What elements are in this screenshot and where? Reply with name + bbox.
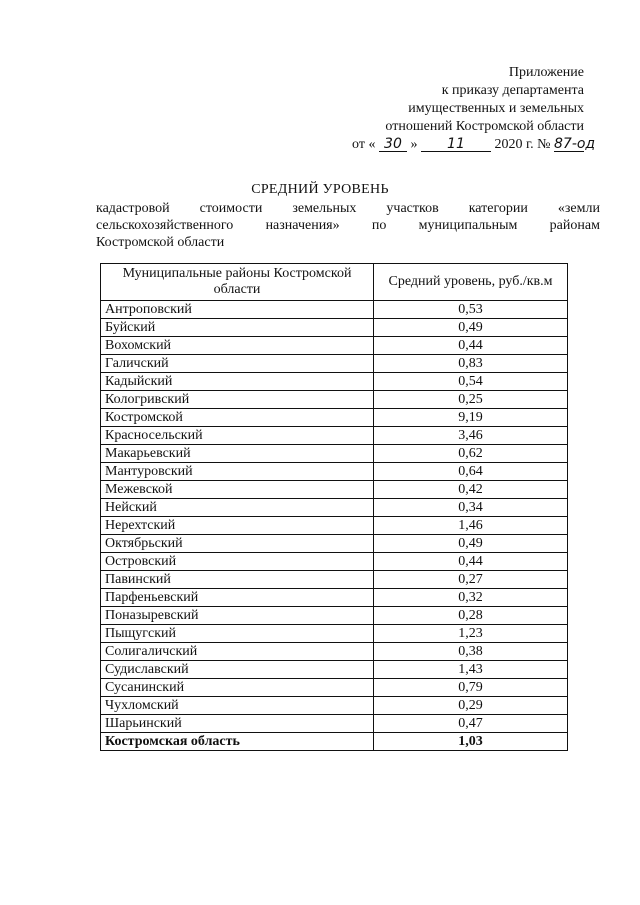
subtitle-word: сельскохозяйственного bbox=[96, 218, 234, 233]
subtitle-line-3: Костромской области bbox=[96, 235, 225, 250]
table-row bbox=[101, 571, 568, 589]
table-row bbox=[101, 625, 568, 643]
subtitle-word: по bbox=[371, 218, 387, 233]
value-cell: 0,47 bbox=[374, 715, 568, 733]
district-cell: Галичский bbox=[101, 355, 374, 373]
date-mid: » bbox=[410, 137, 418, 152]
district-cell: Кологривский bbox=[101, 391, 374, 409]
value-cell: 1,46 bbox=[374, 517, 568, 535]
value-cell: 0,54 bbox=[374, 373, 568, 391]
table-row bbox=[101, 373, 568, 391]
table-row bbox=[101, 535, 568, 553]
value-cell: 0,53 bbox=[374, 301, 568, 319]
value-cell: 0,49 bbox=[374, 319, 568, 337]
district-cell: Островский bbox=[101, 553, 374, 571]
value-cell: 0,64 bbox=[374, 463, 568, 481]
subtitle-word: земельных bbox=[292, 201, 357, 216]
table-row bbox=[101, 409, 568, 427]
district-cell: Шарьинский bbox=[101, 715, 374, 733]
subtitle-word: участков bbox=[386, 201, 439, 216]
district-cell: Пыщугский bbox=[101, 625, 374, 643]
appendix-line: Приложение bbox=[508, 65, 584, 80]
subtitle-word: категории bbox=[468, 201, 528, 216]
district-cell: Вохомский bbox=[101, 337, 374, 355]
subtitle-word: стоимости bbox=[199, 201, 263, 216]
district-cell: Нерехтский bbox=[101, 517, 374, 535]
district-cell: Нейский bbox=[101, 499, 374, 517]
subtitle-line-1 bbox=[96, 200, 600, 217]
value-cell: 0,83 bbox=[374, 355, 568, 373]
district-cell: Макарьевский bbox=[101, 445, 374, 463]
table-row bbox=[101, 391, 568, 409]
table-row bbox=[101, 589, 568, 607]
table-total-row bbox=[101, 733, 568, 751]
district-cell: Костромская область bbox=[101, 733, 374, 751]
district-cell: Буйский bbox=[101, 319, 374, 337]
order-month: 11 bbox=[421, 137, 491, 152]
subtitle-word: кадастровой bbox=[96, 201, 170, 216]
district-cell: Мантуровский bbox=[101, 463, 374, 481]
subtitle-line-2 bbox=[96, 217, 600, 234]
district-cell: Межевской bbox=[101, 481, 374, 499]
district-cell: Красносельский bbox=[101, 427, 374, 445]
order-day: 30 bbox=[379, 137, 407, 152]
district-cell: Костромской bbox=[101, 409, 374, 427]
value-cell: 0,44 bbox=[374, 337, 568, 355]
table-row bbox=[101, 319, 568, 337]
value-cell: 0,25 bbox=[374, 391, 568, 409]
value-cell: 1,03 bbox=[374, 733, 568, 751]
table-row bbox=[101, 499, 568, 517]
subtitle-word: районам bbox=[549, 218, 600, 233]
district-cell: Антроповский bbox=[101, 301, 374, 319]
value-cell: 1,43 bbox=[374, 661, 568, 679]
order-date-line bbox=[352, 136, 596, 154]
value-cell: 0,42 bbox=[374, 481, 568, 499]
district-cell: Чухломский bbox=[101, 697, 374, 715]
table-row bbox=[101, 445, 568, 463]
header-district: Муниципальные районы Костромской области bbox=[101, 264, 374, 301]
subtitle-word: муниципальным bbox=[418, 218, 518, 233]
value-cell: 0,28 bbox=[374, 607, 568, 625]
cadastral-value-table bbox=[100, 263, 568, 751]
table-row bbox=[101, 301, 568, 319]
document-subtitle bbox=[96, 200, 600, 251]
date-prefix: от « bbox=[352, 137, 376, 152]
value-cell: 0,32 bbox=[374, 589, 568, 607]
table-row bbox=[101, 553, 568, 571]
district-cell: Парфеньевский bbox=[101, 589, 374, 607]
appendix-line: имущественных и земельных bbox=[408, 101, 584, 116]
value-cell: 0,38 bbox=[374, 643, 568, 661]
table-row bbox=[101, 715, 568, 733]
table-row bbox=[101, 679, 568, 697]
appendix-line: отношений Костромской области bbox=[385, 119, 584, 134]
table-row bbox=[101, 337, 568, 355]
table-row bbox=[101, 661, 568, 679]
district-cell: Сусанинский bbox=[101, 679, 374, 697]
district-cell: Судиславский bbox=[101, 661, 374, 679]
table-row bbox=[101, 607, 568, 625]
appendix-line: к приказу департамента bbox=[441, 83, 584, 98]
value-cell: 0,79 bbox=[374, 679, 568, 697]
document-title: СРЕДНИЙ УРОВЕНЬ bbox=[251, 182, 389, 197]
district-cell: Кадыйский bbox=[101, 373, 374, 391]
table-row bbox=[101, 463, 568, 481]
district-cell: Поназыревский bbox=[101, 607, 374, 625]
table-row bbox=[101, 517, 568, 535]
table-row bbox=[101, 481, 568, 499]
value-cell: 9,19 bbox=[374, 409, 568, 427]
header-value: Средний уровень, руб./кв.м bbox=[374, 264, 568, 301]
table-row bbox=[101, 355, 568, 373]
value-cell: 0,49 bbox=[374, 535, 568, 553]
table-row bbox=[101, 427, 568, 445]
table-row bbox=[101, 697, 568, 715]
table-row bbox=[101, 643, 568, 661]
district-cell: Павинский bbox=[101, 571, 374, 589]
subtitle-word: «земли bbox=[557, 201, 600, 216]
table-body bbox=[101, 301, 568, 751]
order-year: 2020 г. № bbox=[494, 137, 551, 152]
value-cell: 0,29 bbox=[374, 697, 568, 715]
value-cell: 0,44 bbox=[374, 553, 568, 571]
table-header-row bbox=[101, 264, 568, 301]
value-cell: 0,34 bbox=[374, 499, 568, 517]
appendix-block bbox=[352, 64, 596, 154]
district-cell: Солигаличский bbox=[101, 643, 374, 661]
value-cell: 1,23 bbox=[374, 625, 568, 643]
value-cell: 0,27 bbox=[374, 571, 568, 589]
subtitle-word: назначения» bbox=[265, 218, 340, 233]
order-number: 87-од bbox=[554, 136, 596, 152]
value-cell: 3,46 bbox=[374, 427, 568, 445]
district-cell: Октябрьский bbox=[101, 535, 374, 553]
value-cell: 0,62 bbox=[374, 445, 568, 463]
